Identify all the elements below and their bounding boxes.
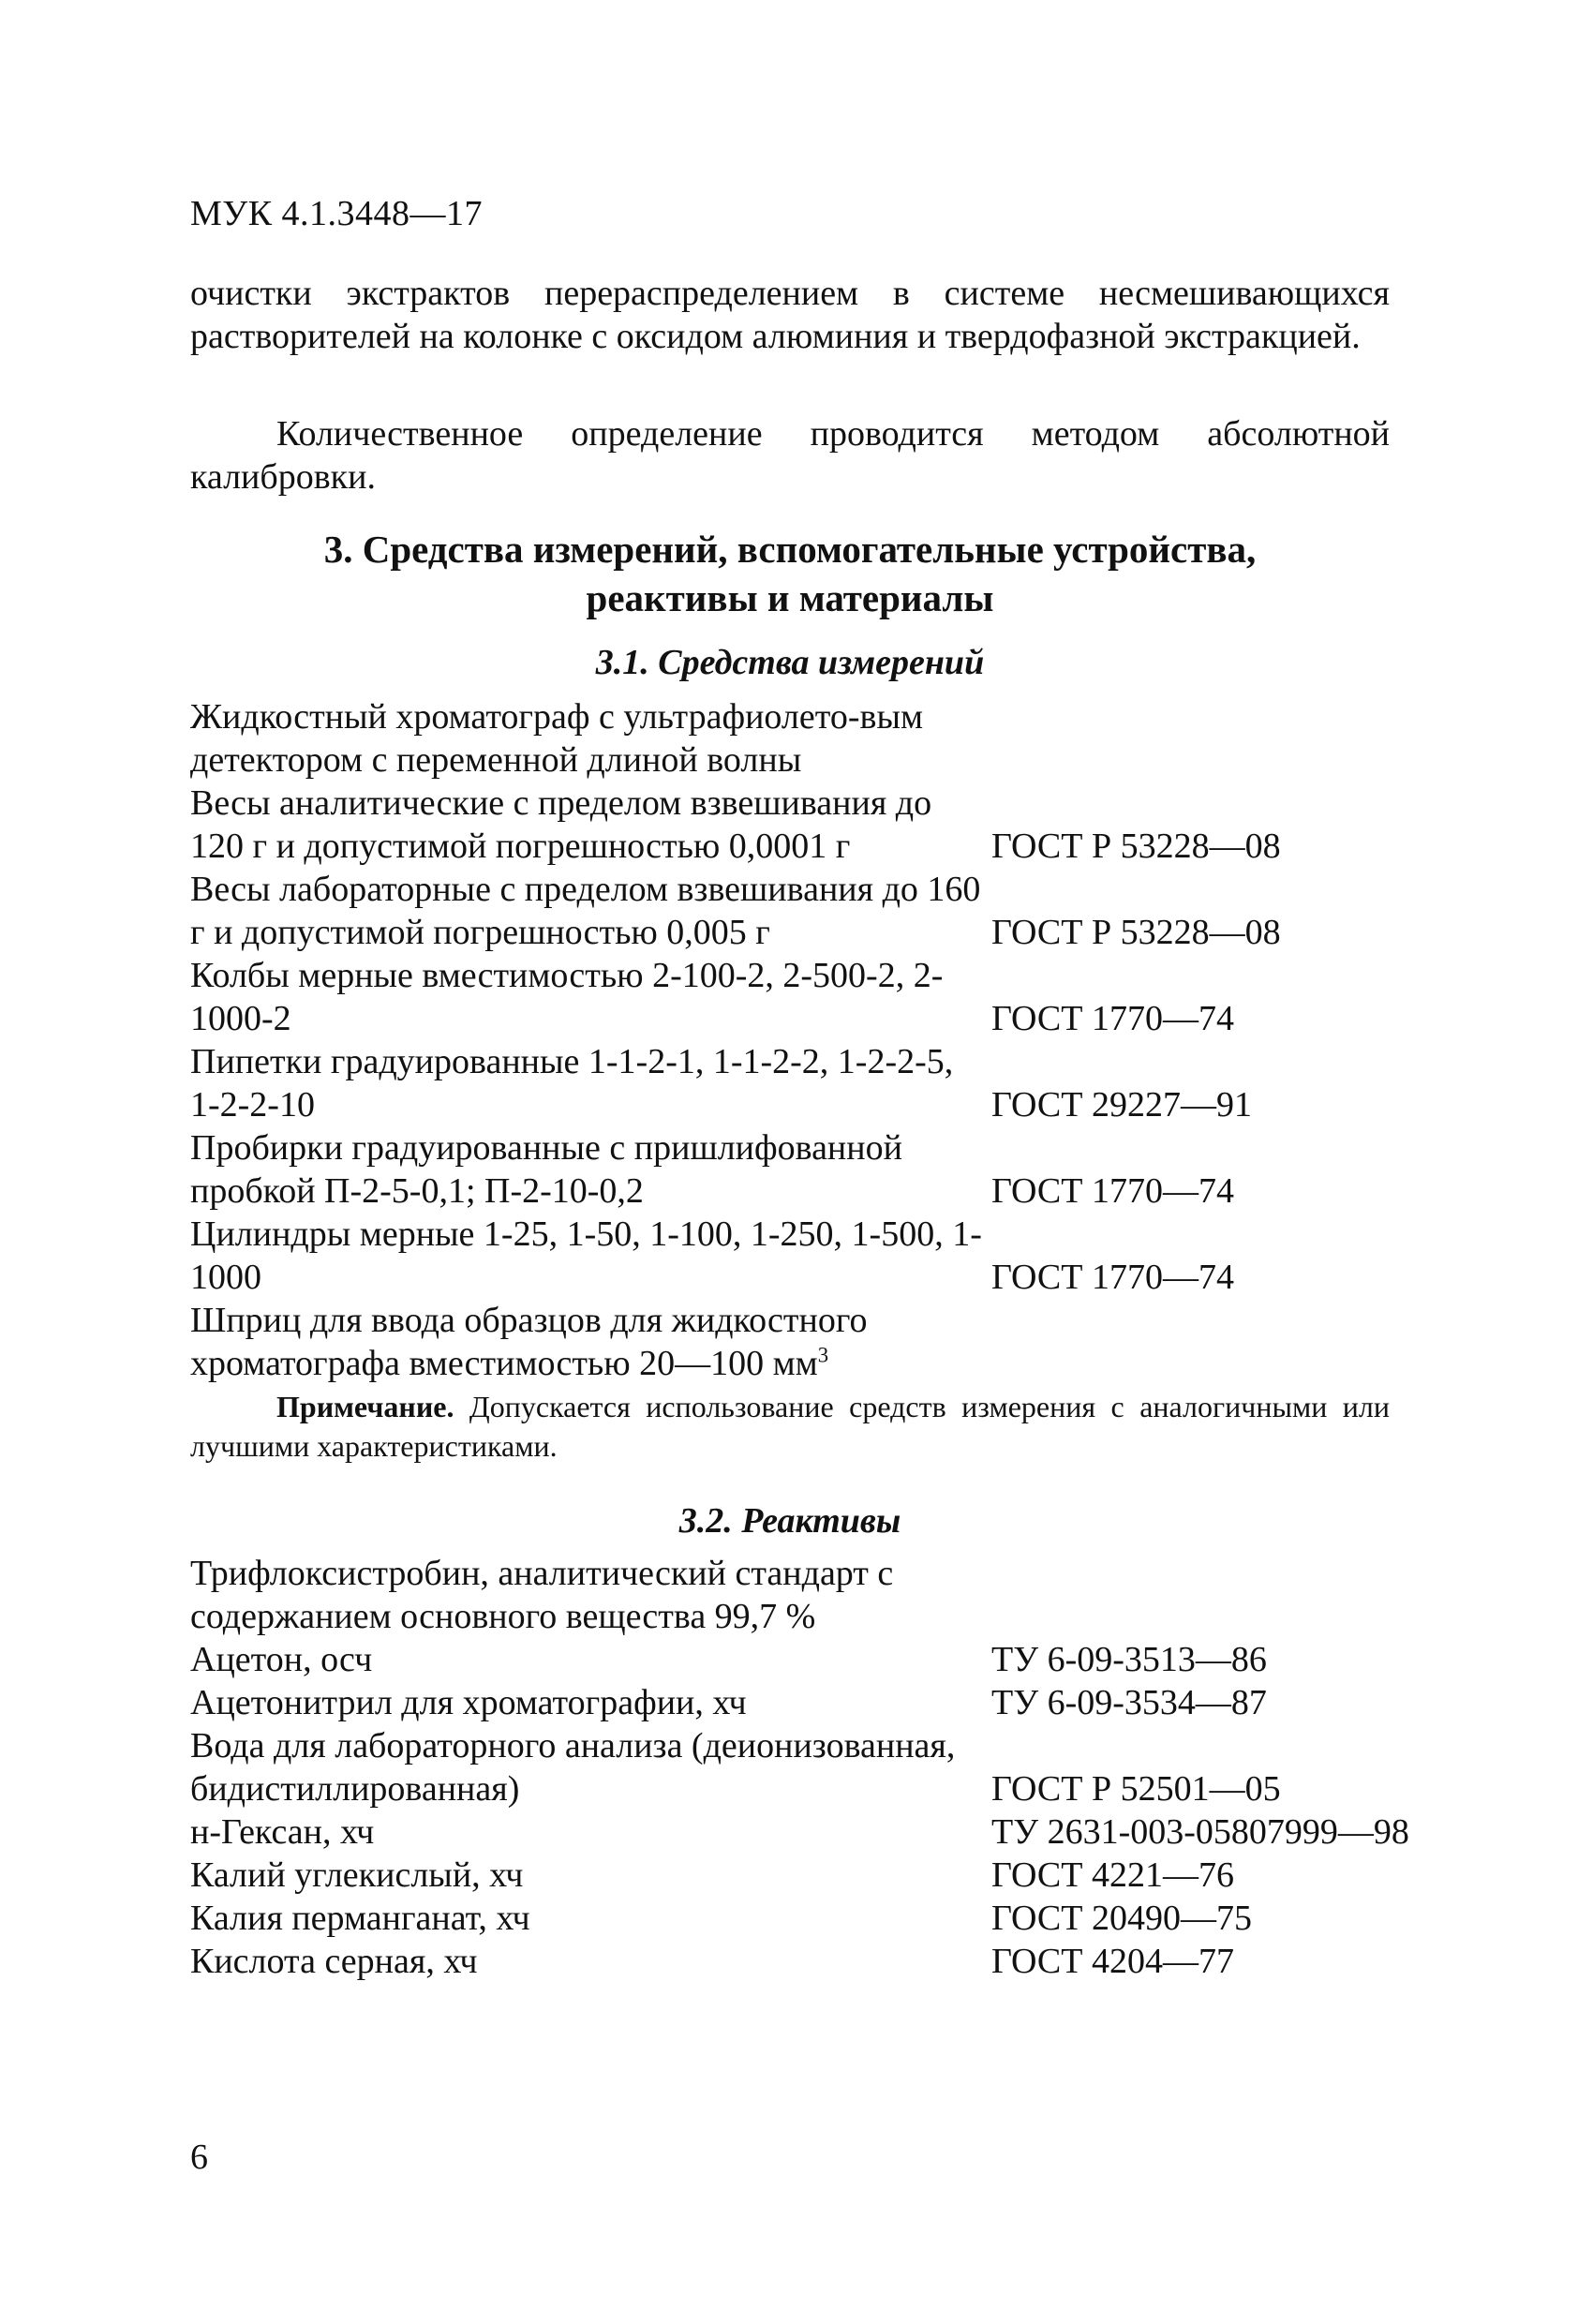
section-3-title-line-2: реактивы и материалы <box>586 576 994 619</box>
item-name: Трифлоксистробин, аналитический стандарт с содержанием основного вещества 99,7 % <box>190 1554 894 1636</box>
item-standard: ГОСТ Р 53228—08 <box>991 827 1281 866</box>
measuring-instruments-list <box>190 695 1493 1385</box>
subsection-3-2-title: 3.2. Реактивы <box>678 1501 901 1541</box>
document-header: МУК 4.1.3448—17 <box>190 194 484 233</box>
superscript: 3 <box>817 1343 829 1367</box>
item-name: Жидкостный хроматограф с ультрафиолето-вым детектором с переменной длиной волны <box>190 697 924 780</box>
note-label: Примечание. <box>276 1390 454 1423</box>
list-item <box>190 1724 1493 1810</box>
item-name: Ацетон, осч <box>190 1640 373 1679</box>
list-item <box>190 1854 1493 1897</box>
list-item <box>190 1897 1493 1940</box>
list-item <box>190 868 1493 954</box>
item-name: Калия перманганат, хч <box>190 1899 530 1938</box>
item-standard: ГОСТ 1770—74 <box>991 999 1234 1038</box>
item-name: Пипетки градуированные 1-1-2-1, 1-1-2-2, 1-2-2-5, 1-2-2-10 <box>190 1042 954 1125</box>
item-name: Вода для лабораторного анализа (деионизованная, бидистиллированная) <box>190 1726 956 1809</box>
item-standard: ГОСТ 4221—76 <box>991 1855 1234 1895</box>
item-standard: ТУ 2631-003-05807999—98 <box>991 1812 1409 1852</box>
item-name: Колбы мерные вместимостью 2-100-2, 2-500-2, 2-1000-2 <box>190 956 944 1038</box>
item-standard: ТУ 6-09-3513—86 <box>991 1640 1267 1679</box>
item-name: Кислота серная, хч <box>190 1942 478 1981</box>
item-name <box>190 1299 991 1385</box>
list-item <box>190 1126 1493 1213</box>
item-name: н-Гексан, хч <box>190 1812 375 1852</box>
reagents-list <box>190 1552 1493 1983</box>
item-standard: ГОСТ 4204—77 <box>991 1942 1234 1981</box>
list-item <box>190 1681 1493 1724</box>
list-item <box>190 1213 1493 1299</box>
item-name: Весы аналитические с пределом взвешивания до 120 г и допустимой погрешностью 0,0001 г <box>190 783 932 866</box>
list-item <box>190 954 1493 1040</box>
item-standard: ГОСТ 1770—74 <box>991 1171 1234 1211</box>
list-item <box>190 1638 1493 1681</box>
item-standard: ТУ 6-09-3534—87 <box>991 1683 1267 1722</box>
item-name: Пробирки градуированные с пришлифованной пробкой П-2-5-0,1; П-2-10-0,2 <box>190 1128 902 1211</box>
note-text: Допускается использование средств измерения с аналогичными или лучшими характеристиками. <box>190 1390 1390 1463</box>
section-3-title <box>190 525 1390 622</box>
item-name: Весы лабораторные с пределом взвешивания до 160 г и допустимой погрешностью 0,005 г <box>190 870 981 952</box>
note-paragraph <box>190 1387 1390 1466</box>
page-number: 6 <box>190 2138 208 2177</box>
item-name: Калий углекислый, хч <box>190 1855 524 1895</box>
item-standard: ГОСТ Р 53228—08 <box>991 913 1281 952</box>
list-item <box>190 695 1493 782</box>
item-standard: ГОСТ Р 52501—05 <box>991 1769 1281 1809</box>
list-item <box>190 1040 1493 1126</box>
list-item <box>190 1810 1493 1854</box>
list-item <box>190 1299 1493 1385</box>
intro-paragraph-1: очистки экстрактов перераспределением в системе несмешивающихся растворителей на колонке с оксидом алюминия и твердофазной экстракцией. <box>190 274 1390 356</box>
list-item <box>190 782 1493 868</box>
item-standard: ГОСТ 29227—91 <box>991 1085 1252 1125</box>
item-standard: ГОСТ 1770—74 <box>991 1258 1234 1297</box>
intro-paragraph-2: Количественное определение проводится методом абсолютной калибровки. <box>190 414 1390 497</box>
item-name-text: Шприц для ввода образцов для жидкостного хроматографа вместимостью 20—100 мм <box>190 1301 868 1383</box>
list-item <box>190 1552 1493 1638</box>
section-3-title-line-1: 3. Средства измерений, вспомогательные устройства, <box>323 528 1257 571</box>
list-item <box>190 1940 1493 1983</box>
subsection-3-1-title: 3.1. Средства измерений <box>595 643 985 682</box>
item-name: Ацетонитрил для хроматографии, хч <box>190 1683 747 1722</box>
item-name: Цилиндры мерные 1-25, 1-50, 1-100, 1-250, 1-500, 1-1000 <box>190 1214 982 1297</box>
item-standard: ГОСТ 20490—75 <box>991 1899 1252 1938</box>
